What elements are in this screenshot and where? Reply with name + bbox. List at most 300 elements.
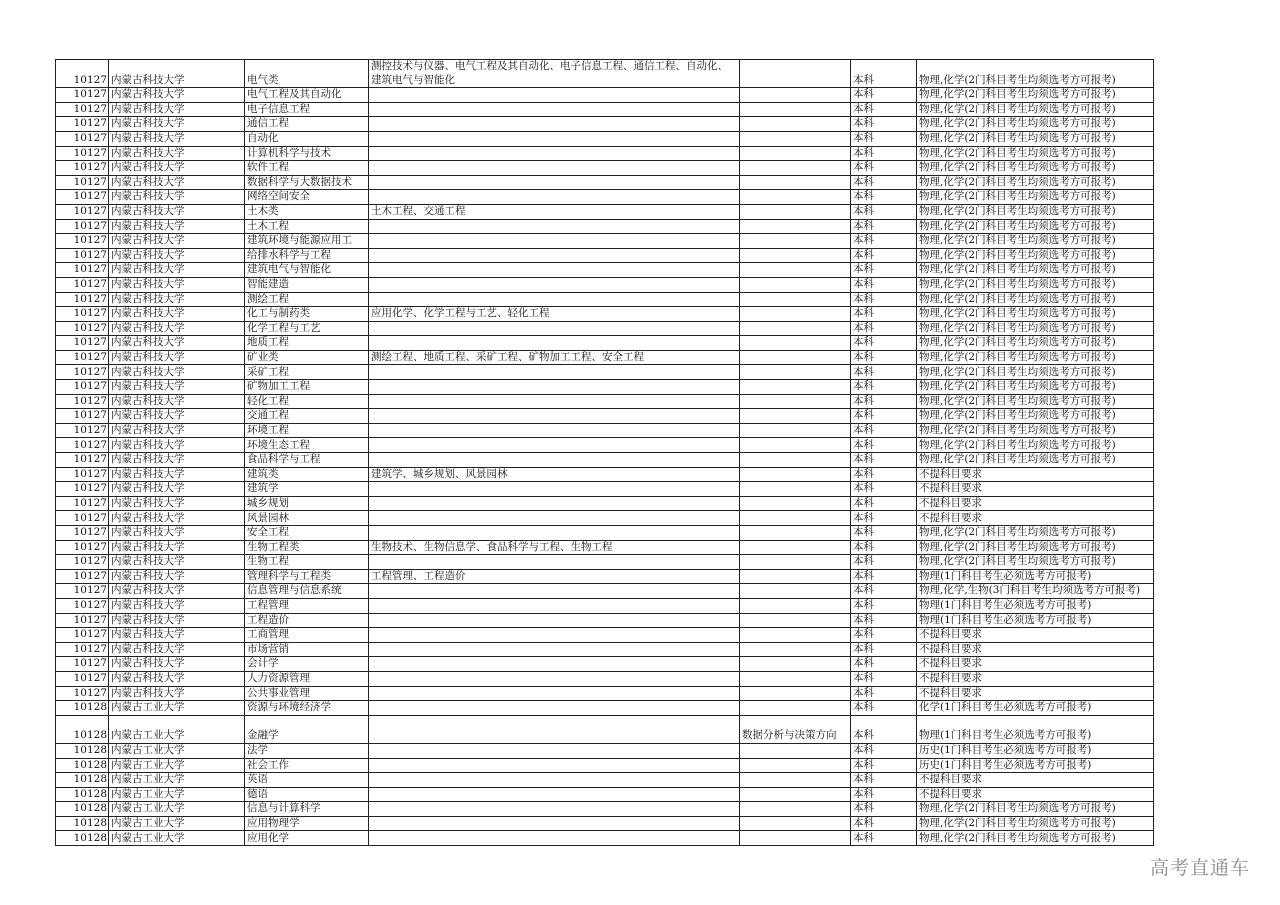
subject-requirement-cell: 历史(1门科目考生必须选考方可报考) (917, 743, 1154, 758)
included-majors-cell (369, 277, 740, 292)
direction-cell (740, 88, 851, 103)
level-cell: 本科 (851, 540, 917, 555)
major-name-cell: 矿业类 (245, 350, 369, 365)
school-code-cell: 10128 (56, 701, 109, 716)
subject-requirement-cell: 物理,化学(2门科目考生均须选考方可报考) (917, 526, 1154, 541)
direction-cell (740, 409, 851, 424)
major-name-cell: 土木工程 (245, 219, 369, 234)
level-cell: 本科 (851, 219, 917, 234)
included-majors-cell (369, 263, 740, 278)
subject-requirement-cell: 物理,化学(2门科目考生均须选考方可报考) (917, 350, 1154, 365)
school-code-cell: 10128 (56, 773, 109, 788)
table-row (56, 773, 1154, 788)
direction-cell (740, 234, 851, 249)
included-majors-cell (369, 146, 740, 161)
level-cell: 本科 (851, 628, 917, 643)
included-majors-cell (369, 598, 740, 613)
table-row (56, 117, 1154, 132)
included-majors-cell (369, 526, 740, 541)
level-cell: 本科 (851, 526, 917, 541)
table-row (56, 671, 1154, 686)
level-cell: 本科 (851, 802, 917, 817)
school-code-cell: 10127 (56, 453, 109, 468)
major-name-cell: 矿物加工工程 (245, 380, 369, 395)
major-name-cell: 社会工作 (245, 758, 369, 773)
table-row (56, 743, 1154, 758)
direction-cell (740, 292, 851, 307)
level-cell: 本科 (851, 248, 917, 263)
included-majors-cell: 应用化学、化学工程与工艺、轻化工程 (369, 307, 740, 322)
table-row (56, 555, 1154, 570)
direction-cell (740, 526, 851, 541)
level-cell: 本科 (851, 642, 917, 657)
major-name-cell: 食品科学与工程 (245, 453, 369, 468)
table-row (56, 190, 1154, 205)
school-code-cell: 10127 (56, 511, 109, 526)
included-majors-cell (369, 234, 740, 249)
major-name-cell: 化工与制药类 (245, 307, 369, 322)
direction-cell (740, 816, 851, 831)
subject-requirement-cell: 物理,化学(2门科目考生均须选考方可报考) (917, 423, 1154, 438)
school-code-cell: 10128 (56, 802, 109, 817)
school-code-cell: 10127 (56, 584, 109, 599)
subject-requirement-cell: 物理(1门科目考生必须选考方可报考) (917, 598, 1154, 613)
subject-requirement-cell: 不提科目要求 (917, 686, 1154, 701)
subject-requirement-cell: 物理,化学(2门科目考生均须选考方可报考) (917, 204, 1154, 219)
school-name-cell: 内蒙古工业大学 (109, 773, 245, 788)
included-majors-cell: 建筑学、城乡规划、风景园林 (369, 467, 740, 482)
major-name-cell: 法学 (245, 743, 369, 758)
school-code-cell: 10127 (56, 117, 109, 132)
school-name-cell: 内蒙古科技大学 (109, 526, 245, 541)
direction-cell (740, 190, 851, 205)
school-code-cell: 10127 (56, 248, 109, 263)
school-name-cell: 内蒙古科技大学 (109, 336, 245, 351)
level-cell: 本科 (851, 263, 917, 278)
school-name-cell: 内蒙古科技大学 (109, 598, 245, 613)
school-name-cell: 内蒙古科技大学 (109, 394, 245, 409)
direction-cell (740, 831, 851, 846)
subject-requirement-cell: 物理,化学(2门科目考生均须选考方可报考) (917, 802, 1154, 817)
subject-requirement-cell: 物理,化学(2门科目考生均须选考方可报考) (917, 321, 1154, 336)
school-name-cell: 内蒙古科技大学 (109, 175, 245, 190)
school-name-cell: 内蒙古科技大学 (109, 60, 245, 88)
included-majors-cell (369, 161, 740, 176)
subject-requirement-cell: 物理,化学(2门科目考生均须选考方可报考) (917, 131, 1154, 146)
subject-requirement-cell: 化学(1门科目考生必须选考方可报考) (917, 701, 1154, 716)
direction-cell (740, 161, 851, 176)
school-code-cell: 10127 (56, 628, 109, 643)
table-row (56, 453, 1154, 468)
subject-requirement-cell: 物理,化学(2门科目考生均须选考方可报考) (917, 219, 1154, 234)
direction-cell (740, 540, 851, 555)
direction-cell (740, 511, 851, 526)
included-majors-cell (369, 88, 740, 103)
table-row (56, 175, 1154, 190)
table-row (56, 758, 1154, 773)
subject-requirement-cell: 物理,化学(2门科目考生均须选考方可报考) (917, 831, 1154, 846)
included-majors-cell: 生物技术、生物信息学、食品科学与工程、生物工程 (369, 540, 740, 555)
table-row (56, 831, 1154, 846)
level-cell: 本科 (851, 555, 917, 570)
table-row (56, 102, 1154, 117)
school-code-cell: 10127 (56, 598, 109, 613)
included-majors-cell (369, 438, 740, 453)
included-majors-cell (369, 715, 740, 743)
school-name-cell: 内蒙古科技大学 (109, 146, 245, 161)
subject-requirement-cell: 物理,化学(2门科目考生均须选考方可报考) (917, 263, 1154, 278)
direction-cell (740, 307, 851, 322)
school-name-cell: 内蒙古科技大学 (109, 117, 245, 132)
table-row (56, 380, 1154, 395)
school-code-cell: 10127 (56, 336, 109, 351)
included-majors-cell (369, 831, 740, 846)
major-name-cell: 电气类 (245, 60, 369, 88)
major-name-cell: 交通工程 (245, 409, 369, 424)
school-code-cell: 10127 (56, 365, 109, 380)
direction-cell (740, 321, 851, 336)
major-name-cell: 市场营销 (245, 642, 369, 657)
school-code-cell: 10127 (56, 569, 109, 584)
school-name-cell: 内蒙古科技大学 (109, 380, 245, 395)
subject-requirement-cell: 不提科目要求 (917, 657, 1154, 672)
subject-requirement-cell: 物理,化学(2门科目考生均须选考方可报考) (917, 540, 1154, 555)
subject-requirement-cell: 物理,化学(2门科目考生均须选考方可报考) (917, 336, 1154, 351)
subject-requirement-cell: 不提科目要求 (917, 496, 1154, 511)
school-code-cell: 10127 (56, 131, 109, 146)
major-name-cell: 风景园林 (245, 511, 369, 526)
direction-cell (740, 175, 851, 190)
major-name-cell: 给排水科学与工程 (245, 248, 369, 263)
school-code-cell: 10127 (56, 146, 109, 161)
table-row (56, 263, 1154, 278)
school-code-cell: 10127 (56, 394, 109, 409)
major-name-cell: 工程管理 (245, 598, 369, 613)
major-name-cell: 环境生态工程 (245, 438, 369, 453)
direction-cell (740, 613, 851, 628)
major-name-cell: 生物工程 (245, 555, 369, 570)
subject-requirement-cell: 物理,化学(2门科目考生均须选考方可报考) (917, 117, 1154, 132)
level-cell: 本科 (851, 511, 917, 526)
subject-requirement-cell: 物理,化学(2门科目考生均须选考方可报考) (917, 88, 1154, 103)
school-code-cell: 10127 (56, 60, 109, 88)
major-name-cell: 采矿工程 (245, 365, 369, 380)
direction-cell (740, 584, 851, 599)
direction-cell (740, 555, 851, 570)
level-cell: 本科 (851, 277, 917, 292)
subject-requirement-cell: 物理,化学(2门科目考生均须选考方可报考) (917, 292, 1154, 307)
table-row (56, 613, 1154, 628)
included-majors-cell (369, 758, 740, 773)
level-cell: 本科 (851, 102, 917, 117)
table-row (56, 60, 1154, 88)
subject-requirement-cell: 物理,化学(2门科目考生均须选考方可报考) (917, 307, 1154, 322)
school-code-cell: 10127 (56, 555, 109, 570)
major-name-cell: 建筑类 (245, 467, 369, 482)
subject-requirement-cell: 物理(1门科目考生必须选考方可报考) (917, 569, 1154, 584)
major-name-cell: 生物工程类 (245, 540, 369, 555)
table-row (56, 642, 1154, 657)
major-name-cell: 数据科学与大数据技术 (245, 175, 369, 190)
school-name-cell: 内蒙古科技大学 (109, 409, 245, 424)
table-row (56, 787, 1154, 802)
level-cell: 本科 (851, 336, 917, 351)
major-name-cell: 通信工程 (245, 117, 369, 132)
included-majors-cell (369, 131, 740, 146)
direction-cell (740, 773, 851, 788)
direction-cell (740, 787, 851, 802)
major-name-cell: 化学工程与工艺 (245, 321, 369, 336)
direction-cell (740, 380, 851, 395)
level-cell: 本科 (851, 438, 917, 453)
direction-cell (740, 438, 851, 453)
table-row (56, 686, 1154, 701)
major-name-cell: 自动化 (245, 131, 369, 146)
school-name-cell: 内蒙古工业大学 (109, 715, 245, 743)
table-row (56, 526, 1154, 541)
major-name-cell: 智能建造 (245, 277, 369, 292)
level-cell: 本科 (851, 453, 917, 468)
included-majors-cell (369, 743, 740, 758)
school-code-cell: 10127 (56, 350, 109, 365)
table-row (56, 204, 1154, 219)
major-name-cell: 环境工程 (245, 423, 369, 438)
subject-requirement-cell: 物理,化学(2门科目考生均须选考方可报考) (917, 248, 1154, 263)
school-code-cell: 10127 (56, 613, 109, 628)
table-row (56, 438, 1154, 453)
table-row (56, 816, 1154, 831)
direction-cell (740, 131, 851, 146)
table-row (56, 409, 1154, 424)
school-name-cell: 内蒙古科技大学 (109, 263, 245, 278)
table-row (56, 496, 1154, 511)
table-row (56, 336, 1154, 351)
level-cell: 本科 (851, 569, 917, 584)
school-code-cell: 10127 (56, 496, 109, 511)
table-row (56, 701, 1154, 716)
school-code-cell: 10127 (56, 234, 109, 249)
major-name-cell: 电子信息工程 (245, 102, 369, 117)
direction-cell (740, 394, 851, 409)
level-cell: 本科 (851, 88, 917, 103)
direction-cell (740, 569, 851, 584)
school-name-cell: 内蒙古科技大学 (109, 365, 245, 380)
subject-requirement-cell: 物理,化学(2门科目考生均须选考方可报考) (917, 60, 1154, 88)
school-code-cell: 10127 (56, 482, 109, 497)
direction-cell (740, 496, 851, 511)
table-row (56, 628, 1154, 643)
school-name-cell: 内蒙古科技大学 (109, 277, 245, 292)
school-name-cell: 内蒙古工业大学 (109, 787, 245, 802)
major-name-cell: 英语 (245, 773, 369, 788)
table-row (56, 540, 1154, 555)
school-name-cell: 内蒙古科技大学 (109, 88, 245, 103)
included-majors-cell: 工程管理、工程造价 (369, 569, 740, 584)
major-name-cell: 工商管理 (245, 628, 369, 643)
included-majors-cell (369, 496, 740, 511)
direction-cell (740, 146, 851, 161)
major-name-cell: 软件工程 (245, 161, 369, 176)
level-cell: 本科 (851, 496, 917, 511)
included-majors-cell (369, 219, 740, 234)
level-cell: 本科 (851, 613, 917, 628)
table-row (56, 161, 1154, 176)
level-cell: 本科 (851, 131, 917, 146)
school-code-cell: 10127 (56, 88, 109, 103)
direction-cell (740, 263, 851, 278)
table-row (56, 219, 1154, 234)
school-name-cell: 内蒙古科技大学 (109, 234, 245, 249)
school-code-cell: 10128 (56, 758, 109, 773)
school-name-cell: 内蒙古科技大学 (109, 307, 245, 322)
school-name-cell: 内蒙古科技大学 (109, 569, 245, 584)
level-cell: 本科 (851, 350, 917, 365)
major-name-cell: 信息管理与信息系统 (245, 584, 369, 599)
included-majors-cell (369, 292, 740, 307)
level-cell: 本科 (851, 758, 917, 773)
school-code-cell: 10127 (56, 321, 109, 336)
direction-cell (740, 204, 851, 219)
major-name-cell: 金融学 (245, 715, 369, 743)
included-majors-cell (369, 511, 740, 526)
major-name-cell: 土木类 (245, 204, 369, 219)
school-name-cell: 内蒙古科技大学 (109, 467, 245, 482)
table-row (56, 598, 1154, 613)
level-cell: 本科 (851, 146, 917, 161)
school-code-cell: 10128 (56, 831, 109, 846)
school-code-cell: 10127 (56, 175, 109, 190)
school-name-cell: 内蒙古科技大学 (109, 248, 245, 263)
direction-cell (740, 453, 851, 468)
direction-cell (740, 657, 851, 672)
major-name-cell: 管理科学与工程类 (245, 569, 369, 584)
subject-requirement-cell: 物理,化学(2门科目考生均须选考方可报考) (917, 409, 1154, 424)
table-row (56, 350, 1154, 365)
direction-cell (740, 598, 851, 613)
subject-requirement-cell: 物理,化学(2门科目考生均须选考方可报考) (917, 555, 1154, 570)
included-majors-cell: 测控技术与仪器、电气工程及其自动化、电子信息工程、通信工程、自动化、建筑电气与智能化 (369, 60, 740, 88)
school-name-cell: 内蒙古科技大学 (109, 657, 245, 672)
included-majors-cell (369, 671, 740, 686)
level-cell: 本科 (851, 816, 917, 831)
school-code-cell: 10127 (56, 540, 109, 555)
table-row (56, 423, 1154, 438)
included-majors-cell (369, 321, 740, 336)
school-name-cell: 内蒙古工业大学 (109, 831, 245, 846)
level-cell: 本科 (851, 686, 917, 701)
table-row (56, 802, 1154, 817)
level-cell: 本科 (851, 307, 917, 322)
major-name-cell: 城乡规划 (245, 496, 369, 511)
level-cell: 本科 (851, 657, 917, 672)
school-name-cell: 内蒙古科技大学 (109, 540, 245, 555)
level-cell: 本科 (851, 161, 917, 176)
subject-requirement-cell: 物理,化学(2门科目考生均须选考方可报考) (917, 175, 1154, 190)
school-name-cell: 内蒙古科技大学 (109, 613, 245, 628)
direction-cell (740, 628, 851, 643)
subject-requirement-cell: 物理,化学(2门科目考生均须选考方可报考) (917, 102, 1154, 117)
included-majors-cell (369, 409, 740, 424)
major-name-cell: 轻化工程 (245, 394, 369, 409)
major-name-cell: 建筑电气与智能化 (245, 263, 369, 278)
subject-requirements-table (55, 59, 1154, 846)
school-code-cell: 10127 (56, 467, 109, 482)
major-name-cell: 安全工程 (245, 526, 369, 541)
school-code-cell: 10127 (56, 409, 109, 424)
table-row (56, 248, 1154, 263)
subject-requirement-cell: 物理,化学(2门科目考生均须选考方可报考) (917, 394, 1154, 409)
school-name-cell: 内蒙古科技大学 (109, 584, 245, 599)
subject-requirement-cell: 不提科目要求 (917, 511, 1154, 526)
table-row (56, 394, 1154, 409)
school-name-cell: 内蒙古工业大学 (109, 743, 245, 758)
school-code-cell: 10127 (56, 307, 109, 322)
subject-requirement-cell: 物理,化学(2门科目考生均须选考方可报考) (917, 380, 1154, 395)
table-row (56, 569, 1154, 584)
school-name-cell: 内蒙古科技大学 (109, 642, 245, 657)
included-majors-cell (369, 773, 740, 788)
subject-requirement-cell: 不提科目要求 (917, 467, 1154, 482)
level-cell: 本科 (851, 321, 917, 336)
table-row (56, 88, 1154, 103)
school-code-cell: 10128 (56, 715, 109, 743)
level-cell: 本科 (851, 190, 917, 205)
direction-cell: 数据分析与决策方向 (740, 715, 851, 743)
table-row (56, 482, 1154, 497)
major-name-cell: 计算机科学与技术 (245, 146, 369, 161)
school-code-cell: 10127 (56, 438, 109, 453)
school-name-cell: 内蒙古工业大学 (109, 701, 245, 716)
school-name-cell: 内蒙古科技大学 (109, 453, 245, 468)
level-cell: 本科 (851, 584, 917, 599)
major-name-cell: 资源与环境经济学 (245, 701, 369, 716)
subject-requirement-cell: 物理,化学(2门科目考生均须选考方可报考) (917, 438, 1154, 453)
level-cell: 本科 (851, 380, 917, 395)
level-cell: 本科 (851, 117, 917, 132)
table-row (56, 292, 1154, 307)
major-name-cell: 应用物理学 (245, 816, 369, 831)
major-name-cell: 网络空间安全 (245, 190, 369, 205)
included-majors-cell (369, 802, 740, 817)
included-majors-cell (369, 453, 740, 468)
table-row (56, 131, 1154, 146)
school-name-cell: 内蒙古工业大学 (109, 816, 245, 831)
level-cell: 本科 (851, 773, 917, 788)
level-cell: 本科 (851, 60, 917, 88)
school-name-cell: 内蒙古科技大学 (109, 482, 245, 497)
school-name-cell: 内蒙古科技大学 (109, 686, 245, 701)
subject-requirement-cell: 物理,化学(2门科目考生均须选考方可报考) (917, 161, 1154, 176)
major-name-cell: 人力资源管理 (245, 671, 369, 686)
major-name-cell: 公共事业管理 (245, 686, 369, 701)
level-cell: 本科 (851, 743, 917, 758)
subject-requirement-cell: 物理(1门科目考生必须选考方可报考) (917, 613, 1154, 628)
level-cell: 本科 (851, 671, 917, 686)
school-name-cell: 内蒙古科技大学 (109, 511, 245, 526)
direction-cell (740, 219, 851, 234)
level-cell: 本科 (851, 292, 917, 307)
school-name-cell: 内蒙古科技大学 (109, 219, 245, 234)
included-majors-cell (369, 117, 740, 132)
school-code-cell: 10127 (56, 292, 109, 307)
included-majors-cell (369, 248, 740, 263)
subject-requirement-cell: 历史(1门科目考生必须选考方可报考) (917, 758, 1154, 773)
school-code-cell: 10127 (56, 204, 109, 219)
school-name-cell: 内蒙古科技大学 (109, 423, 245, 438)
table-row (56, 146, 1154, 161)
major-name-cell: 测绘工程 (245, 292, 369, 307)
major-name-cell: 应用化学 (245, 831, 369, 846)
